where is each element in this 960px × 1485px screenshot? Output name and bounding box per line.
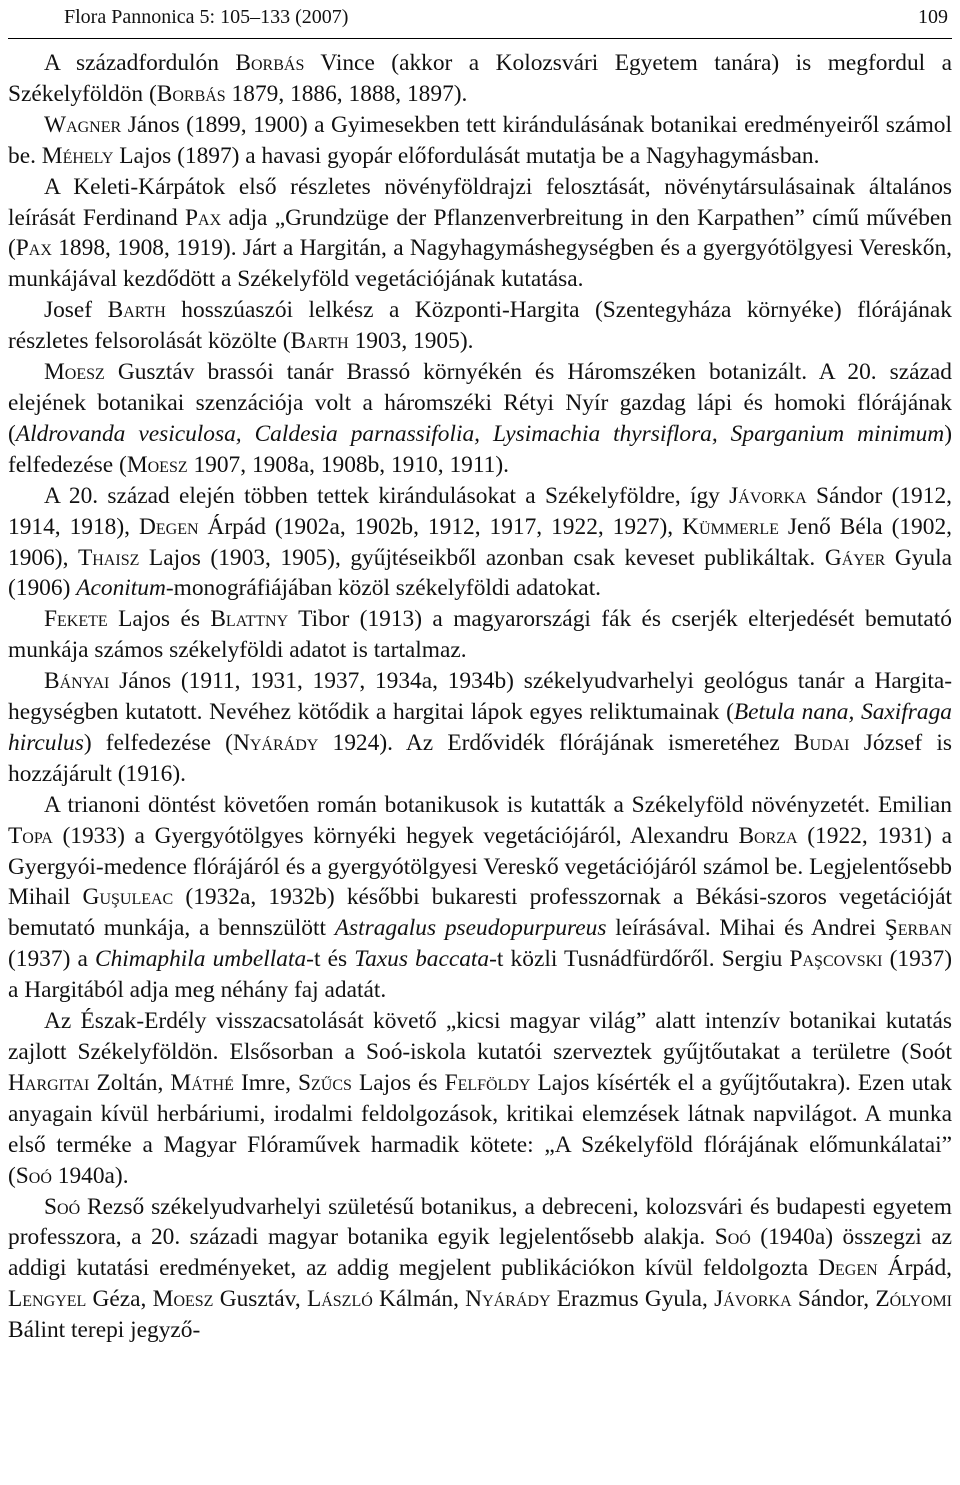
text-run: Árpád (1902a, 1902b, 1912, 1917, 1922, 1927), — [198, 513, 683, 540]
text-run: Lajos (1897) a havasi gyopár előfordulását mutatja be a Nagyhagymásban. — [113, 142, 820, 169]
text-run: Sándor (1912, 1914, 1918), — [8, 482, 952, 540]
author-name: Máthé — [170, 1069, 234, 1096]
text-run: -t közli Tusnádfürdőről. Sergiu — [489, 946, 790, 973]
italic-term: Chimaphila umbellata — [95, 946, 307, 973]
author-name: Nyárády — [232, 729, 319, 756]
author-name: Méhely — [41, 142, 114, 169]
author-name: Paşcovski — [789, 946, 883, 973]
text-run: Az Észak-Erdély visszacsatolását követő „kicsi magyar világ” alatt intenzív botanikai kutatás zajlott Székelyföldön. Elsősorban a Soó-iskola kutatói szerveztek gyűjtőutakat a területre (Soót — [8, 1008, 952, 1065]
text-run: A Keleti-Kárpátok első részletes növényföldrajzi felosztását, növénytársulásainak általános leírását Ferdinand — [8, 173, 952, 231]
text-run: -monográfiájában közöl székelyföldi adatokat. — [165, 575, 602, 602]
paragraph — [8, 1192, 952, 1347]
author-name: Borbás — [156, 80, 226, 107]
text-run: A trianoni döntést követően román botanikusok is kutatták a Székelyföld növényzetét. Emilian — [44, 791, 952, 818]
paragraph — [8, 295, 952, 357]
text-run: (1937) a — [8, 946, 96, 973]
paragraph — [8, 357, 952, 481]
text-run: Sándor, — [791, 1286, 876, 1313]
author-name: Kümmerle — [682, 513, 779, 540]
paragraph — [8, 604, 952, 666]
author-name: Degen — [818, 1255, 878, 1282]
text-run: Rezső székelyudvarhelyi születésű botanikus, a debreceni, kolozsvári és budapesti egyetem professzora, a 20. századi magyar botanika egyik legjelentősebb alakja. — [8, 1193, 952, 1251]
text-run: (1940a) összegzi az addigi kutatási eredményeket, az addig megjelent publikációkon kívül feldolgozta — [8, 1224, 952, 1282]
author-name: Jávorka — [714, 1286, 792, 1313]
author-name: Bányai — [44, 668, 110, 695]
text-run: Josef — [44, 297, 108, 324]
author-name: Pax — [185, 204, 222, 231]
journal-citation: Flora Pannonica 5: 105–133 (2007) — [64, 6, 349, 28]
author-name: Moesz — [44, 359, 105, 386]
text-run: Gusztáv brassói tanár Brassó környékén és Háromszéken botanizált. A 20. század elejének botanikai szenzációja volt a háromszéki Rétyi Nyír gazdag lápi és homoki flórájának ( — [8, 359, 952, 447]
paragraph — [8, 481, 952, 605]
text-run: leírásával. Mihai és Andrei — [606, 915, 885, 942]
text-run: Bálint terepi jegyző- — [8, 1317, 201, 1344]
text-run: Kálmán, — [372, 1286, 466, 1313]
author-name: Soó — [44, 1193, 81, 1220]
text-run: ) felfedezése ( — [8, 420, 952, 478]
body-text — [8, 48, 952, 1346]
author-name: Lengyel — [8, 1286, 87, 1313]
author-name: Fekete — [44, 606, 108, 633]
author-name: László — [306, 1286, 373, 1313]
author-name: Degen — [138, 513, 199, 540]
text-run: (1922, 1931) a Gyergyói-medence flórájáról és a gyergyótölgyesi Vereskő vegetációjáról számol be. Legjelentősebb Mihail — [8, 822, 952, 911]
text-run: hosszúaszói lelkész a Központi-Hargita (Szentegyháza környéke) flórájának részletes felsorolását közölte ( — [8, 297, 953, 355]
text-run: (1932a, 1932b) későbbi bukaresti professzornak a Békási-szoros vegetációját bemutató munkája, a bennszülött — [8, 884, 952, 942]
italic-term: Aldrovanda vesiculosa, Caldesia parnassifolia, Lysimachia thyrsiflora, Sparganium minimum — [15, 420, 945, 447]
author-name: Hargitai — [8, 1069, 90, 1096]
italic-term: Astragalus pseudopurpureus — [334, 915, 607, 942]
text-run: Zoltán, — [89, 1069, 171, 1096]
text-run: Imre, — [233, 1069, 299, 1096]
text-run: A 20. század elején többen tettek kirándulásokat a Székelyföldre, így — [44, 482, 730, 509]
paragraph — [8, 110, 952, 172]
text-run: 1898, 1908, 1919). Járt a Hargitán, a Nagyhagymáshegységben és a gyergyótölgyesi Vereskőn, munkájával kezdődött a Székelyföld vegetációjának kutatása. — [8, 235, 952, 293]
author-name: Wagner — [44, 111, 122, 138]
author-name: Szűcs — [298, 1069, 352, 1096]
author-name: Borza — [738, 822, 798, 849]
author-name: Topa — [8, 822, 53, 849]
text-run: 1940a). — [51, 1162, 129, 1189]
text-run: Gyula (1906) — [8, 544, 952, 602]
text-run: -t és — [306, 946, 355, 973]
page-number: 109 — [918, 6, 948, 28]
text-run: Gusztáv, — [213, 1286, 307, 1313]
italic-term: Taxus baccata — [354, 946, 490, 973]
author-name: Zólyomi — [875, 1286, 953, 1313]
text-run: A századfordulón — [44, 50, 236, 76]
text-run: János (1911, 1931, 1937, 1934a, 1934b) székelyudvarhelyi geológus tanár a Hargita-hegységben kutatott. Nevéhez kötődik a hargitai lápok egyes reliktumainak ( — [8, 668, 952, 726]
text-run: János (1899, 1900) a Gyimesekben tett kirándulásának botanikai eredményeiről számol be. — [8, 111, 952, 169]
text-run: Vince (akkor a Kolozsvári Egyetem tanára) is megfordul a Székelyföldön ( — [8, 50, 952, 107]
text-run: adja „Grundzüge der Pflanzenverbreitung in den Karpathen” című művében ( — [8, 204, 952, 262]
text-run: Lajos és — [351, 1069, 445, 1096]
text-run: 1924). Az Erdővidék flórájának ismeretéhez — [318, 729, 794, 756]
author-name: Borbás — [235, 50, 305, 76]
author-name: Guşuleac — [82, 884, 174, 911]
author-name: Budai — [793, 729, 850, 756]
text-run: 1879, 1886, 1888, 1897). — [225, 80, 468, 107]
text-run: Lajos kísérték el a gyűjtőutakra). Ezen utak anyagain kívül herbáriumi, irodalmi feldolgozások, kritikai elemzések látnak napvilágot. A munka első terméke a Magyar Flóraművek harmadik kötete: „A Székelyföld flórájának előmunkálatai” ( — [8, 1069, 953, 1189]
author-name: Pax — [15, 235, 52, 262]
paragraph — [8, 48, 952, 110]
text-run: Géza, — [86, 1286, 153, 1313]
text-run: 1907, 1908a, 1908b, 1910, 1911). — [187, 451, 510, 478]
author-name: Nyárády — [465, 1286, 551, 1313]
italic-term: Aconitum — [76, 575, 166, 602]
paragraph — [8, 1006, 952, 1191]
author-name: Jávorka — [729, 482, 807, 509]
author-name: Şerban — [884, 915, 952, 942]
author-name: Gáyer — [824, 544, 886, 571]
text-run: Tibor (1913) a magyarországi fák és cserjék elterjedését bemutató munkája számos székelyföldi adatot is tartalmaz. — [8, 606, 952, 664]
author-name: Moesz — [126, 451, 188, 478]
text-run: Erazmus Gyula, — [550, 1286, 715, 1313]
paragraph — [8, 790, 952, 1006]
text-run: (1933) a Gyergyótölgyes környéki hegyek vegetációjáról, Alexandru — [52, 822, 739, 849]
running-header — [8, 0, 952, 39]
text-run: (1937) a Hargitából adja meg néhány faj adatát. — [8, 946, 953, 1004]
author-name: Barth — [290, 328, 349, 355]
text-run: Lajos és — [107, 606, 211, 633]
text-run: Lajos (1903, 1905), gyűjtéseikből azonban csak keveset publikáltak. — [139, 544, 825, 571]
author-name: Felföldy — [444, 1069, 531, 1096]
author-name: Soó — [15, 1162, 52, 1189]
paragraph — [8, 172, 952, 296]
author-name: Soó — [714, 1224, 751, 1251]
text-run: ) felfedezése ( — [83, 729, 233, 756]
text-run: József is hozzájárult (1916). — [8, 729, 952, 787]
text-run: Árpád, — [877, 1255, 952, 1282]
italic-term: Betula nana, Saxifraga hirculus — [8, 699, 952, 756]
author-name: Blattny — [210, 606, 289, 633]
author-name: Thaisz — [77, 544, 140, 571]
paragraph — [8, 666, 952, 790]
text-run: 1903, 1905). — [348, 328, 474, 355]
text-run: Jenő Béla (1902, 1906), — [8, 513, 952, 571]
author-name: Moesz — [152, 1286, 214, 1313]
author-name: Barth — [107, 297, 166, 324]
